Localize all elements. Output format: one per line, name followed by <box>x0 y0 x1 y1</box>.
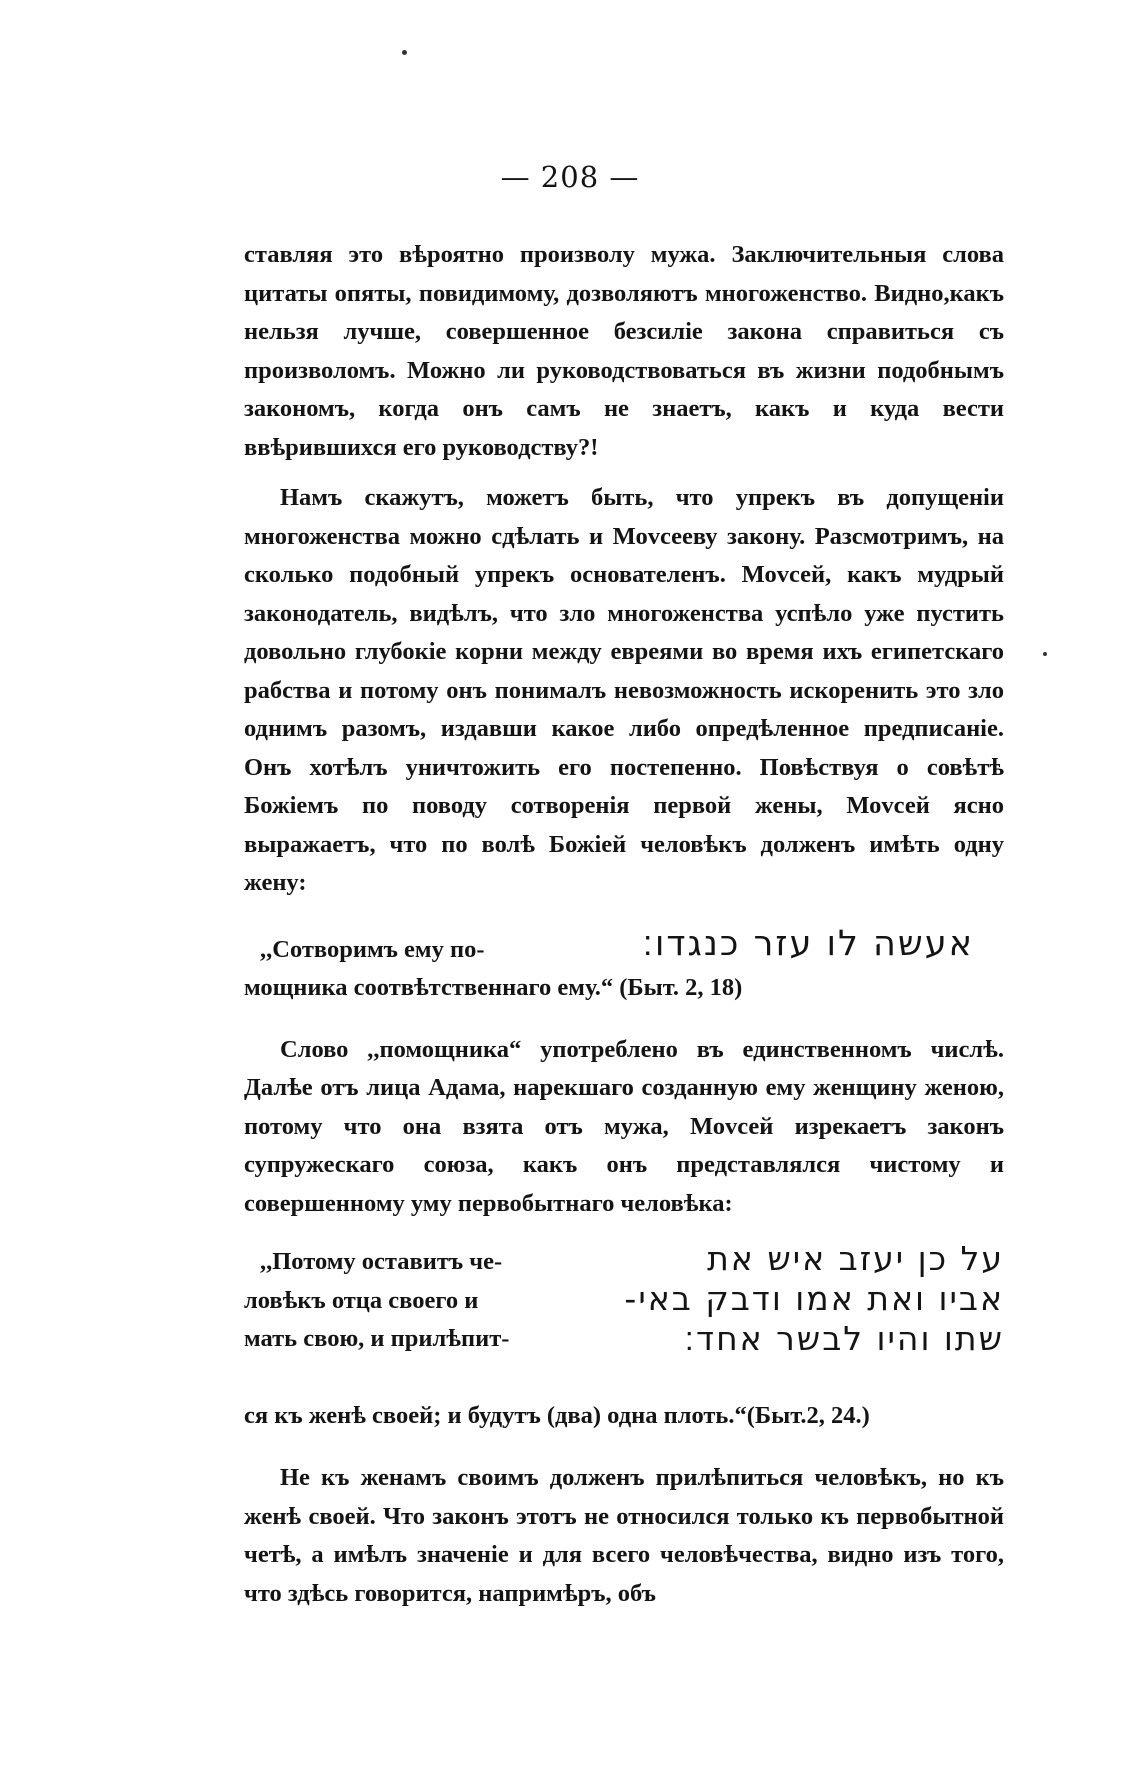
paragraph-1: ставляя это вѣроятно произволу мужа. Заключительныя слова цитаты опяты, повидимому, дозволяютъ многоженство. Видно,какъ нельзя лучше, совершенное безсиліе закона справиться съ произволомъ. Можно ли руководствоваться въ жизни подобнымъ закономъ, когда онъ самъ не знаетъ, какъ и куда вести ввѣрившихся его руководству?! <box>244 241 1004 461</box>
speck <box>402 50 407 55</box>
paragraph-4: Не къ женамъ своимъ долженъ прилѣпиться человѣкъ, но къ женѣ своей. Что законъ этотъ не относился только къ первобытной четѣ, а имѣлъ значеніе и для всего человѣчества, видно изъ того, что здѣсь говорится, напримѣръ, объ <box>244 1464 1004 1607</box>
page-number: — 208 — <box>500 160 640 194</box>
hebrew-line: אביו ואת אמו ודבק באי- <box>624 1279 1004 1318</box>
hebrew-line: על כן יעזב איש את <box>707 1239 1004 1278</box>
hebrew-quote <box>624 1239 1004 1359</box>
quote-line: мощника соотвѣтственнаго ему.“ (Быт. 2, 18) <box>244 973 743 1001</box>
quote-line: ,,Потому оставитъ че- <box>260 1248 503 1275</box>
hebrew-line: שתו והיו לבשר אחד׃ <box>684 1319 1004 1358</box>
quote-line: ,,Сотворимъ ему по- <box>260 935 485 963</box>
speck <box>1043 652 1047 656</box>
quote-genesis-2-24 <box>244 1239 1004 1439</box>
quote-line: ся къ женѣ своей; и будутъ (два) одна плоть.“(Быт.2, 24.) <box>244 1402 870 1429</box>
quote-line: мать свою, и прилѣпит- <box>244 1325 510 1352</box>
hebrew-quote: אעשה לו עזר כנגדו׃ <box>642 923 974 964</box>
quote-translation <box>244 1243 564 1359</box>
quote-translation <box>244 931 743 1007</box>
quote-line: ловѣкъ отца своего и <box>244 1286 479 1314</box>
paragraph-2: Намъ скажутъ, можетъ быть, что упрекъ въ допущеніи многоженства можно сдѣлать и Моvсееву закону. Разсмотримъ, на сколько подобный упрекъ основателенъ. Моvсей, какъ мудрый законодатель, видѣлъ, что зло многоженства успѣло уже пустить довольно глубокіе корни между евреями во время ихъ египетскаго рабства и потому онъ понималъ невозможность искоренить это зло однимъ разомъ, издавши какое либо опредѣленное предписаніе. Онъ хотѣлъ уничтожить его постепенно. Повѣствуя о совѣтѣ Божіемъ по поводу сотворенія первой жены, Моvсей ясно выражаетъ, что по волѣ Божіей человѣкъ долженъ имѣть одну жену: <box>244 484 1004 896</box>
quote-genesis-2-18 <box>244 923 1004 1009</box>
paragraph-3: Слово ,,помощника“ употреблено въ единственномъ числѣ. Далѣе отъ лица Адама, нарекшаго созданную ему женщину женою, потому что она взята отъ мужа, Моvсей изрекаетъ законъ супружескаго союза, какъ онъ представлялся чистому и совершенному уму первобытнаго человѣка: <box>244 1035 1004 1217</box>
page-body <box>244 236 1004 1613</box>
